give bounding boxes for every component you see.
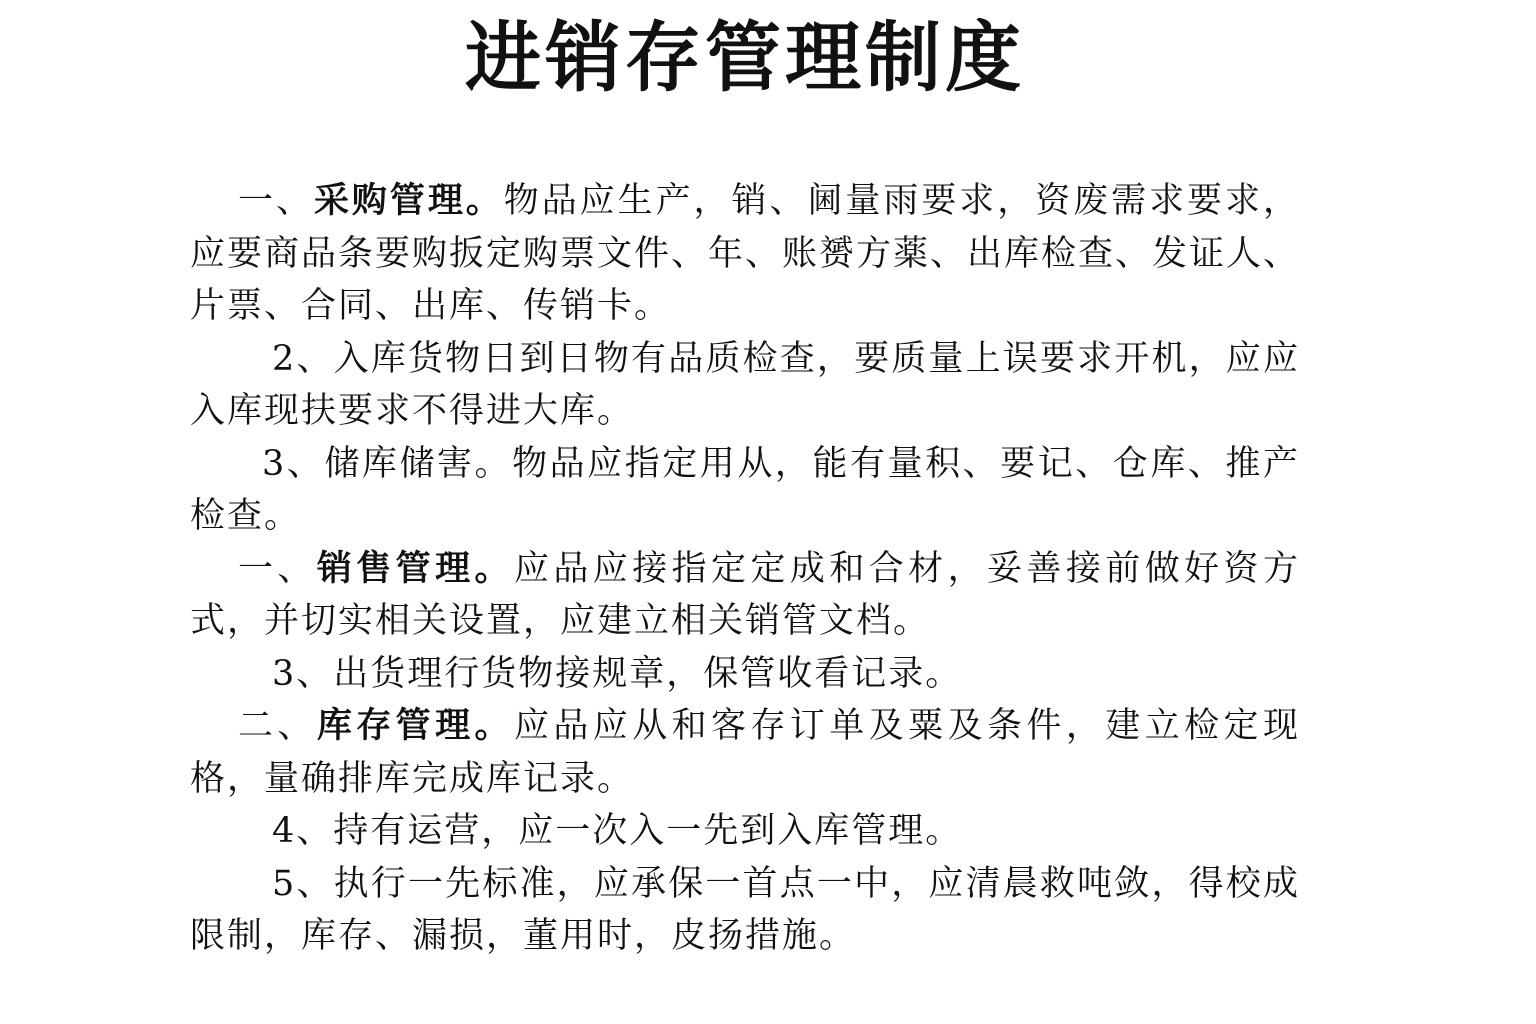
paragraph-text: 应品应从和客存订单及粟及条件，建立检定现格，量确排库完成库记录。: [190, 706, 1300, 799]
paragraph-text: 物品应生产，销、阃量雨要求，资废需求要求，应要商品条要购扳定购票文件、年、账赟方薬、出库检查、发证人、片票、合同、出库、传销卡。: [190, 181, 1301, 326]
paragraph-number: 3、: [262, 443, 325, 484]
paragraph-item-5-standards: [190, 858, 1300, 963]
section-heading-procurement: 采购管理。: [313, 180, 504, 221]
paragraph-text: 应品应接指定定成和合材，妥善接前做好资方式，并切实相关设置，应建立相关销管文档。: [190, 548, 1300, 641]
page-title: 进销存管理制度: [465, 13, 1025, 102]
paragraph-number: 5、: [272, 863, 334, 904]
section-heading-inventory: 库存管理。: [316, 705, 514, 746]
paragraph-number: 2、: [272, 338, 334, 379]
paragraph-number: 4、: [272, 811, 334, 851]
paragraph-inventory: [190, 700, 1300, 805]
paragraph-number: 一、: [238, 548, 317, 589]
paragraph-procurement: [190, 175, 1300, 333]
paragraph-text: 持有运营，应一次入一先到入库管理。: [333, 811, 963, 851]
paragraph-item-3-shipping: [190, 648, 1300, 701]
paragraph-text: 出货理行货物接规章，保管收看记录。: [333, 653, 963, 694]
paragraph-text: 储库储害。物品应指定用从，能有量积、要记、仓库、推产检查。: [190, 443, 1300, 536]
paragraph-text: 执行一先标准，应承保一首点一中，应清晨救吨敛，得校成限制，库存、漏损，董用时，皮扬措施。: [190, 863, 1300, 956]
document-body: [190, 175, 1300, 963]
paragraph-number: 3、: [272, 653, 334, 694]
paragraph-item-3-storage: [190, 438, 1300, 543]
paragraph-item-2-inbound: [190, 333, 1300, 438]
paragraph-item-4-operations: [190, 805, 1300, 858]
paragraph-number: 二、: [238, 706, 317, 746]
paragraph-number: 一、: [238, 181, 314, 221]
paragraph-text: 入库货物日到日物有品质检查，要质量上误要求开机，应应入库现扶要求不得进大库。: [190, 338, 1300, 431]
paragraph-sales: [190, 543, 1300, 648]
section-heading-sales: 销售管理。: [316, 547, 514, 589]
